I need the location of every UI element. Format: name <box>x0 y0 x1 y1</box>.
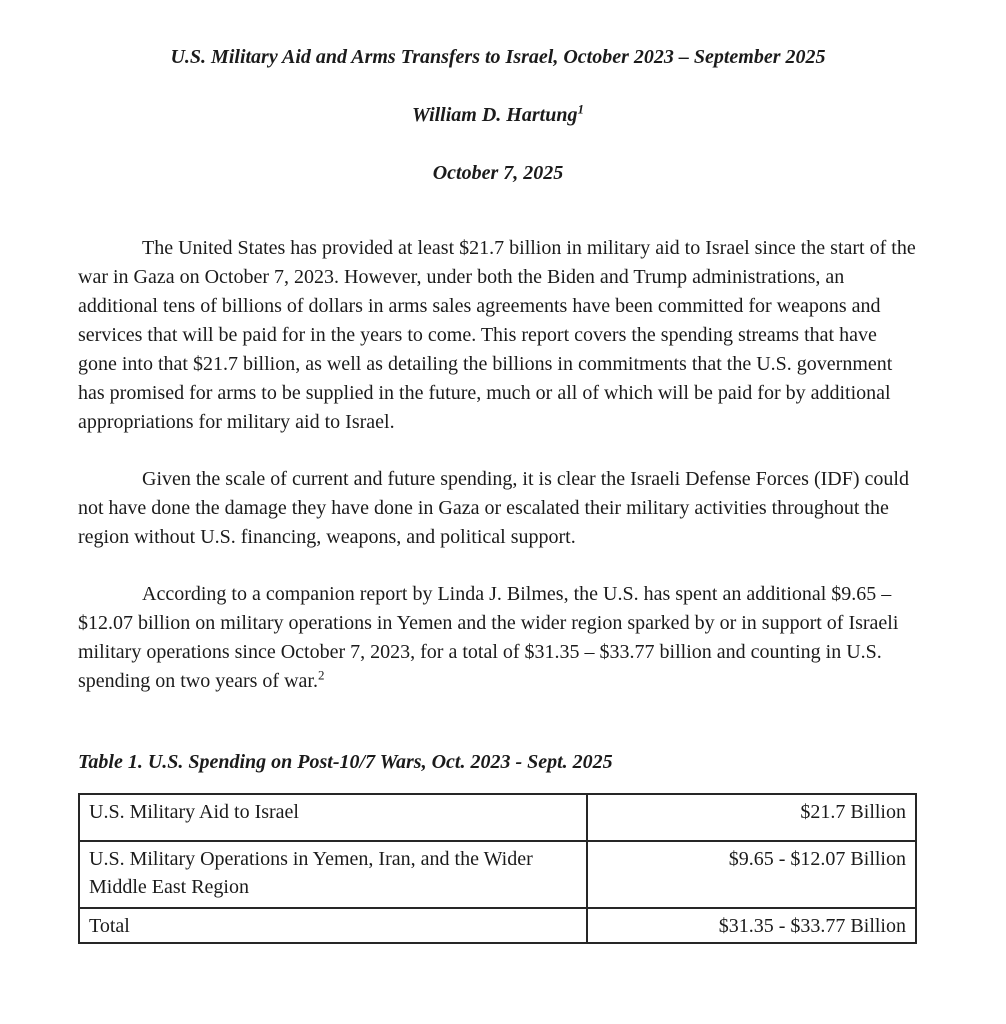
author-line <box>78 101 918 126</box>
paragraph-2: Given the scale of current and future spending, it is clear the Israeli Defense Forces (IDF) could not have done the damage they have done in Gaza or escalated their military activities throughout the region without U.S. financing, weapons, and political support. <box>78 468 909 548</box>
paragraph-1: The United States has provided at least $21.7 billion in military aid to Israel since the start of the war in Gaza on October 7, 2023. However, under both the Biden and Trump administrations, an additional tens of billions of dollars in arms sales agreements have been committed for weapons and services that will be paid for in the years to come. This report covers the spending streams that have gone into that $21.7 billion, as well as detailing the billions in commitments that the U.S. government has promised for arms to be supplied in the future, much or all of which will be paid for by additional appropriations for military aid to Israel. <box>78 237 916 433</box>
spending-table <box>78 793 917 944</box>
table-cell-value: $9.65 - $12.07 Billion <box>587 841 916 908</box>
paragraph-3 <box>78 580 918 696</box>
table-row-military-operations <box>79 841 916 908</box>
paragraph-3-footnote-ref: 2 <box>317 667 325 683</box>
table-row-total <box>79 908 916 943</box>
author-footnote-ref: 1 <box>577 101 584 117</box>
table-row-military-aid <box>79 794 916 841</box>
date-line: October 7, 2025 <box>432 162 564 184</box>
table-cell-value: $21.7 Billion <box>587 794 916 841</box>
paragraph-3-text: According to a companion report by Linda J. Bilmes, the U.S. has spent an additional $9.65 – $12.07 billion on military operations in Yemen and the wider region sparked by or in support of Israeli military operations since October 7, 2023, for a total of $31.35 – $33.77 billion and counting in U.S. spending on two years of war. <box>78 583 899 692</box>
table-cell-label: Total <box>79 908 587 943</box>
table-cell-label: U.S. Military Operations in Yemen, Iran, and the Wider Middle East Region <box>79 841 587 908</box>
author-name: William D. Hartung <box>412 104 578 126</box>
table-cell-label: U.S. Military Aid to Israel <box>79 794 587 841</box>
document-title: U.S. Military Aid and Arms Transfers to Israel, October 2023 – September 2025 <box>170 46 826 68</box>
table-caption: Table 1. U.S. Spending on Post-10/7 Wars, Oct. 2023 - Sept. 2025 <box>78 751 613 773</box>
table-cell-value: $31.35 - $33.77 Billion <box>587 908 916 943</box>
spending-table-body <box>79 794 916 943</box>
